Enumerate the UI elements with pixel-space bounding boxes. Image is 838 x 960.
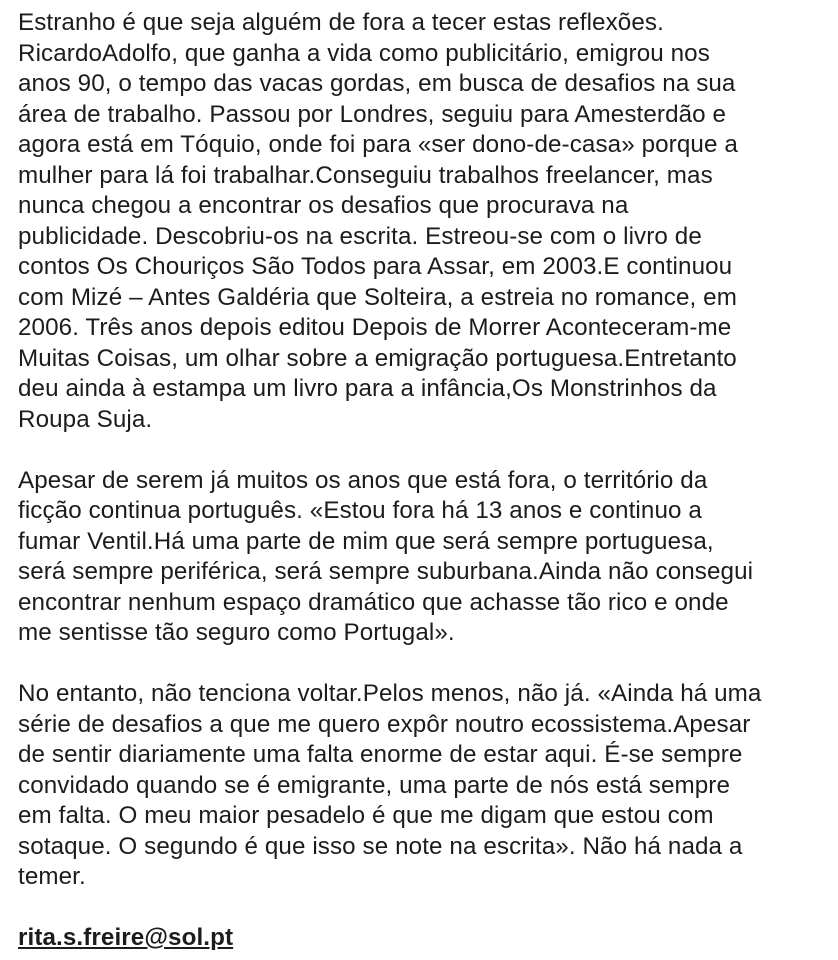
text-line: Apesar de serem já muitos os anos que está fora, o território da [18,466,708,494]
paragraph-3 [18,679,818,893]
text-line: com Mizé – Antes Galdéria que Solteira, a estreia no romance, em [18,283,737,311]
text-line: sotaque. O segundo é que isso se note na escrita». Não há nada a [18,832,743,860]
text-line: 2006. Três anos depois editou Depois de Morrer Aconteceram-me [18,314,732,341]
text-line: Estranho é que seja alguém de fora a tecer estas reflexões. [18,9,664,36]
text-line: convidado quando se é emigrante, uma parte de nós está sempre [18,771,731,799]
text-line: anos 90, o tempo das vacas gordas, em busca de desafios na sua [18,70,736,97]
text-line: fumar Ventil.Há uma parte de mim que será sempre portuguesa, [18,527,714,555]
text-line: encontrar nenhum espaço dramático que achasse tão rico e onde [18,588,729,616]
text-line: No entanto, não tenciona voltar.Pelos menos, não já. «Ainda há uma [18,680,762,707]
text-line: será sempre periférica, será sempre suburbana.Ainda não consegui [18,558,754,585]
text-line: área de trabalho. Passou por Londres, seguiu para Amesterdão e [18,100,727,128]
text-line: RicardoAdolfo, que ganha a vida como publicitário, emigrou nos [18,39,710,67]
paragraph-2 [18,466,818,649]
text-line: agora está em Tóquio, onde foi para «ser dono-de-casa» porque a [18,131,738,158]
text-line: Muitas Coisas, um olhar sobre a emigração portuguesa.Entretanto [18,344,737,372]
text-line: temer. [18,863,86,890]
text-line: contos Os Chouriços São Todos para Assar, em 2003.E continuou [18,253,733,280]
paragraph-1 [18,8,818,435]
text-line: mulher para lá foi trabalhar.Conseguiu trabalhos freelancer, mas [18,161,713,189]
text-line: deu ainda à estampa um livro para a infância,Os Monstrinhos da [18,375,717,402]
article-body [18,8,818,954]
text-line: ficção continua português. «Estou fora há 13 anos e continuo a [18,497,702,524]
text-line: de sentir diariamente uma falta enorme de estar aqui. É-se sempre [18,741,743,768]
text-line: em falta. O meu maior pesadelo é que me digam que estou com [18,802,714,829]
text-line: nunca chegou a encontrar os desafios que procurava na [18,192,629,219]
text-line: me sentisse tão seguro como Portugal». [18,619,455,646]
author-email-link[interactable]: rita.s.freire@sol.pt [18,924,234,951]
text-line: série de desafios a que me quero expôr noutro ecossistema.Apesar [18,710,751,738]
text-line: publicidade. Descobriu-os na escrita. Estreou-se com o livro de [18,222,702,250]
text-line: Roupa Suja. [18,405,153,433]
